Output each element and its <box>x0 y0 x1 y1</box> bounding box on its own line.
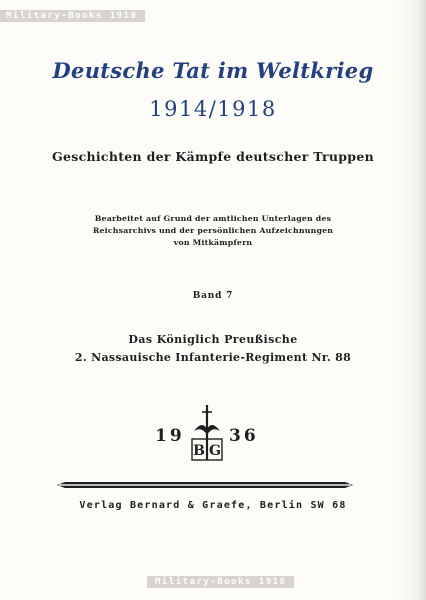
watermark-top: Military-Books 1918 <box>0 10 145 22</box>
monogram-letter-b: B <box>193 443 205 459</box>
publication-year-right: 36 <box>229 426 259 446</box>
editorial-note <box>0 213 426 249</box>
publisher-imprint: Verlag Bernard & Graefe, Berlin SW 68 <box>79 500 347 511</box>
watermark-bottom: Military-Books 1918 <box>147 576 294 588</box>
editorial-line-2: Reichsarchivs und der persönlichen Aufzeichnungen <box>92 226 334 235</box>
regiment-line-1: Das Königlich Preußische <box>128 333 298 346</box>
volume-number: Band 7 <box>192 291 234 301</box>
regiment-line-2: 2. Nassauische Infanterie-Regiment Nr. 88 <box>74 351 352 364</box>
monogram-letter-g: G <box>209 443 221 459</box>
book-title: Deutsche Tat im Weltkrieg <box>52 58 374 83</box>
publisher-monogram-icon <box>190 404 224 462</box>
editorial-line-1: Bearbeitet auf Grund der amtlichen Unterlagen des <box>94 214 332 223</box>
publication-year-left: 19 <box>155 426 185 446</box>
decorative-rule <box>57 480 353 490</box>
book-years: 1914/1918 <box>149 97 277 121</box>
editorial-line-3: von Mitkämpfern <box>173 238 253 247</box>
book-subtitle: Geschichten der Kämpfe deutscher Truppen <box>52 149 374 164</box>
